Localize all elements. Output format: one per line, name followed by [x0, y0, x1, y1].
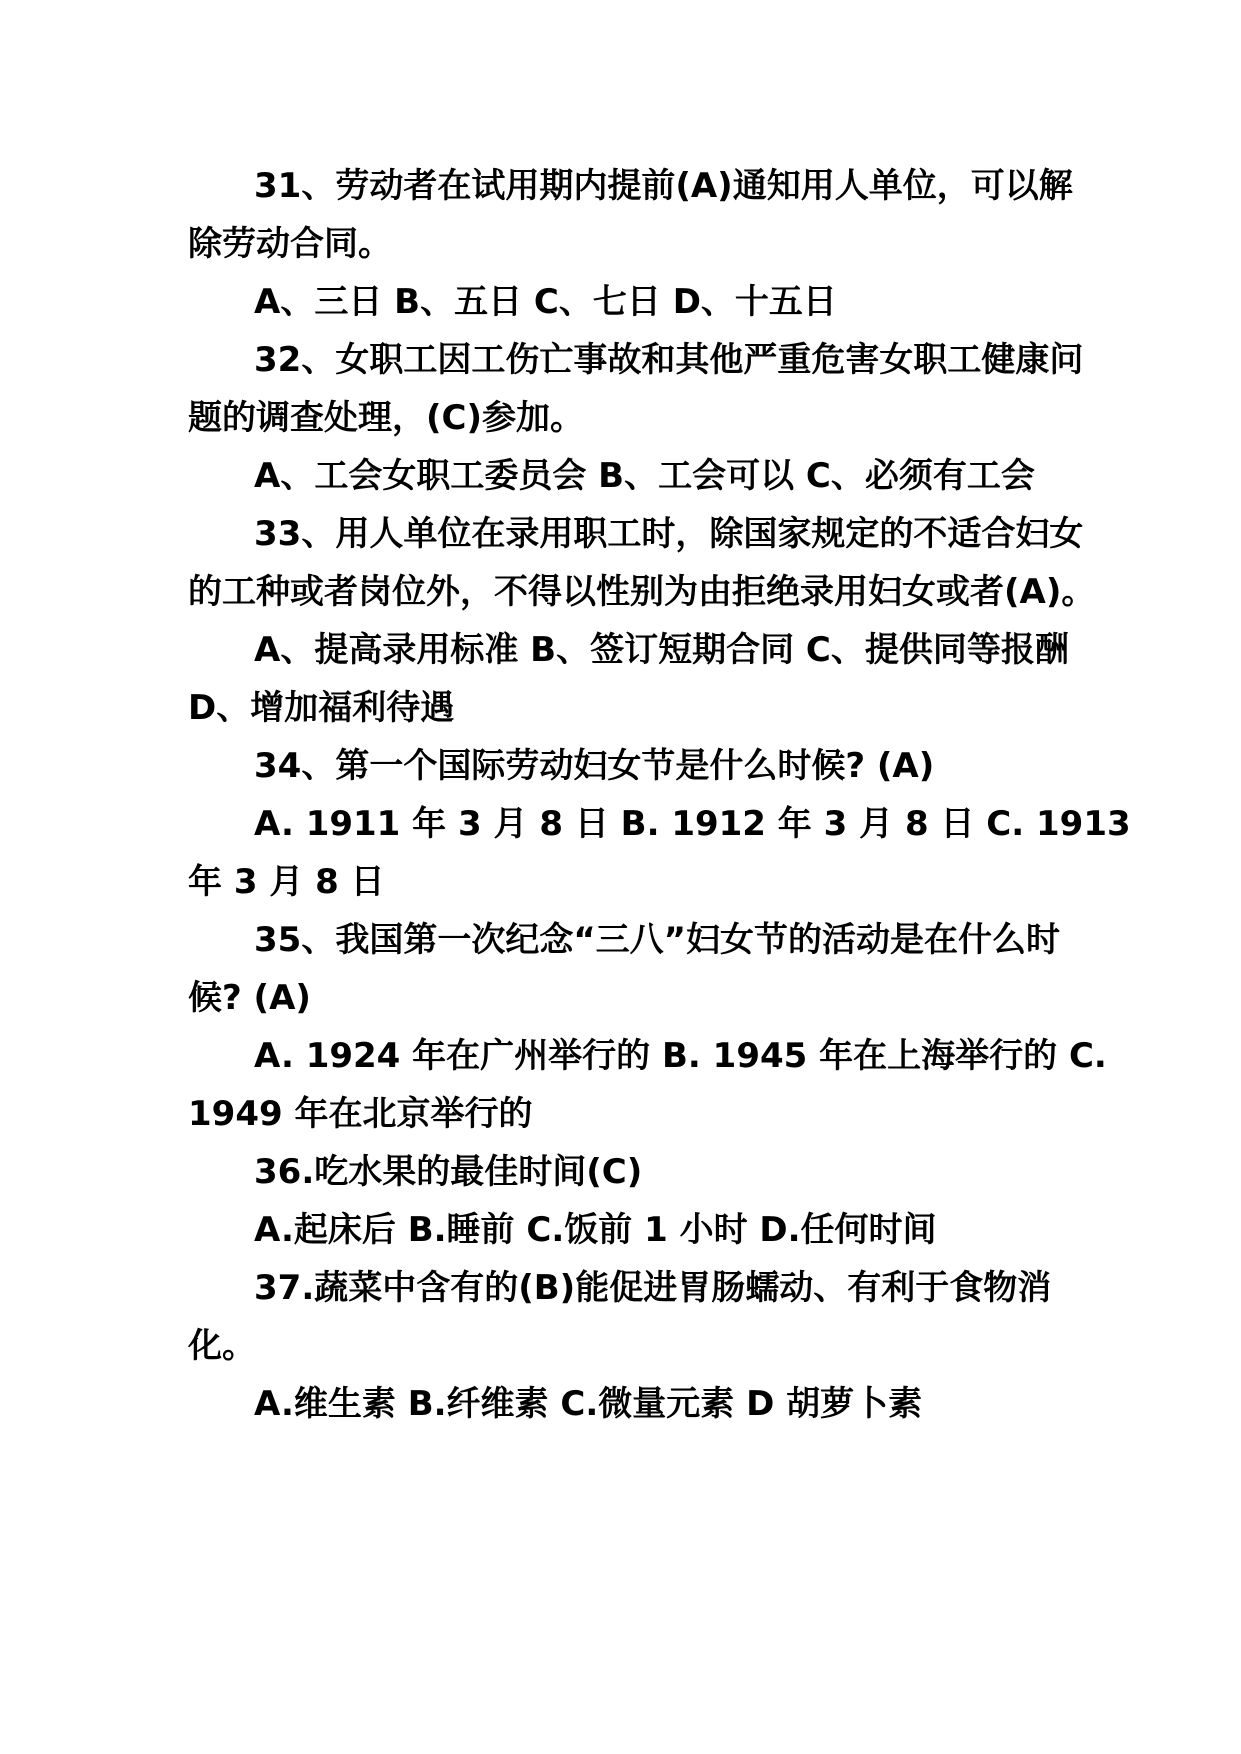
q35-options-2: 1949 年在北京举行的: [188, 1094, 533, 1134]
q34-options-2: 年 3 月 8 日: [188, 862, 385, 902]
q34-line-1: 34、第一个国际劳动妇女节是什么时候? (A): [254, 746, 935, 786]
q36-options: A.起床后 B.睡前 C.饭前 1 小时 D.任何时间: [254, 1210, 937, 1250]
q35-options-1: A. 1924 年在广州举行的 B. 1945 年在上海举行的 C.: [254, 1036, 1107, 1076]
q32-line-1: 32、女职工因工伤亡事故和其他严重危害女职工健康问: [254, 340, 1084, 380]
q31-line-1: 31、劳动者在试用期内提前(A)通知用人单位，可以解: [254, 166, 1073, 206]
q33-line-2: 的工种或者岗位外，不得以性别为由拒绝录用妇女或者(A)。: [188, 572, 1096, 612]
q31-options: A、三日 B、五日 C、七日 D、十五日: [254, 282, 837, 322]
q35-line-2: 候? (A): [188, 978, 311, 1018]
q37-line-1: 37.蔬菜中含有的(B)能促进胃肠蠕动、有利于食物消: [254, 1268, 1052, 1308]
q37-line-2: 化。: [188, 1326, 256, 1366]
q33-line-1: 33、用人单位在录用职工时，除国家规定的不适合妇女: [254, 514, 1084, 554]
q31-line-2: 除劳动合同。: [188, 224, 392, 264]
q35-line-1: 35、我国第一次纪念“三八”妇女节的活动是在什么时: [254, 920, 1061, 960]
q36-line-1: 36.吃水果的最佳时间(C): [254, 1152, 643, 1192]
q33-options-2: D、增加福利待遇: [188, 688, 455, 728]
q37-options: A.维生素 B.纤维素 C.微量元素 D 胡萝卜素: [254, 1384, 923, 1424]
q32-options: A、工会女职工委员会 B、工会可以 C、必须有工会: [254, 456, 1035, 496]
q33-options-1: A、提高录用标准 B、签订短期合同 C、提供同等报酬: [254, 630, 1069, 670]
q34-options-1: A. 1911 年 3 月 8 日 B. 1912 年 3 月 8 日 C. 1913: [254, 804, 1131, 844]
q32-line-2: 题的调查处理，(C)参加。: [188, 398, 585, 438]
